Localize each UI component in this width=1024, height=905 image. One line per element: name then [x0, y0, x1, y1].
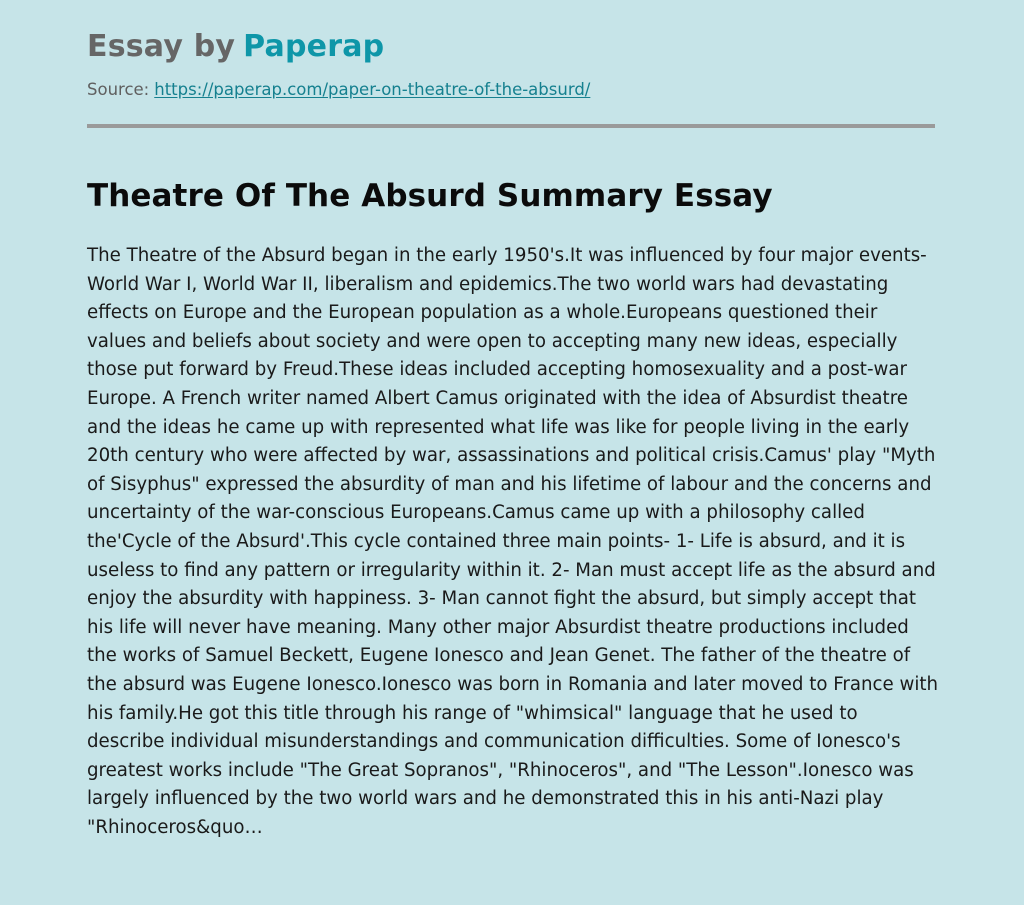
- header-divider: [87, 124, 935, 128]
- source-line: [87, 79, 937, 101]
- page-header: [87, 28, 937, 101]
- source-url-link[interactable]: https://paperap.com/paper-on-theatre-of-the-absurd/: [154, 80, 591, 99]
- page-title: Theatre Of The Absurd Summary Essay: [87, 178, 773, 214]
- brand-title: [87, 28, 937, 66]
- brand-prefix-text: Essay by: [87, 29, 236, 64]
- article-body-text: The Theatre of the Absurd began in the early 1950's.It was influenced by four major events-World War I, World War II, liberalism and epidemics.The two world wars had devastating effects on Europe and the European population as a whole.Europeans questioned their values and beliefs about society and were open to accepting many new ideas, especially those put forward by Freud.These ideas included accepting homosexuality and a post-war Europe. A French writer named Albert Camus originated with the idea of Absurdist theatre and the ideas he came up with represented what life was like for people living in the early 20th century who were affected by war, assassinations and political crisis.Camus' play "Myth of Sisyphus" expressed the absurdity of man and his lifetime of labour and the concerns and uncertainty of the war-conscious Europeans.Camus came up with a philosophy called the'Cycle of the Absurd'.This cycle contained three main points- 1- Life is absurd, and it is useless to find any pattern or irregularity within it. 2- Man must accept life as the absurd and enjoy the absurdity with happiness. 3- Man cannot fight the absurd, but simply accept that his life will never have meaning. Many other major Absurdist theatre productions included the works of Samuel Beckett, Eugene Ionesco and Jean Genet. The father of the theatre of the absurd was Eugene Ionesco.Ionesco was born in Romania and later moved to France with his family.He got this title through his range of "whimsical" language that he used to describe individual misunderstandings and communication difficulties. Some of Ionesco's greatest works include "The Great Sopranos", "Rhinoceros", and "The Lesson".Ionesco was largely influenced by the two world wars and he demonstrated this in his anti-Nazi play "Rhinoceros&quo…: [87, 245, 939, 838]
- brand-name-text: Paperap: [243, 29, 385, 64]
- article: [87, 176, 939, 842]
- source-label: Source:: [87, 80, 150, 99]
